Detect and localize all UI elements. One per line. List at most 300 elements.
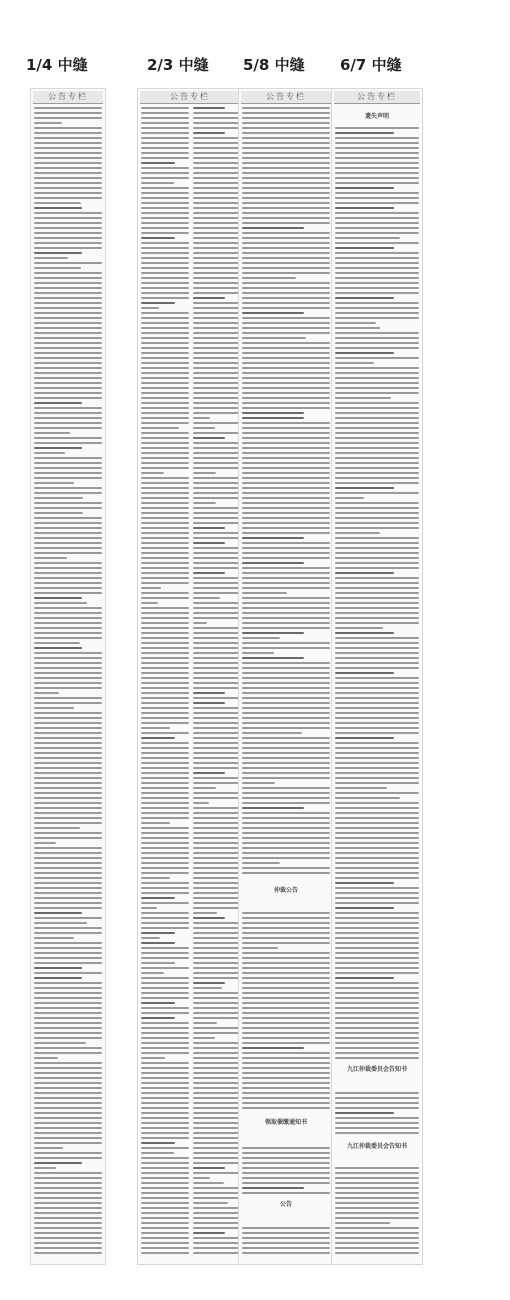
text-line [242, 912, 330, 914]
text-line [141, 652, 189, 654]
text-line [34, 332, 102, 334]
text-line [193, 1072, 239, 1074]
text-line [193, 297, 225, 299]
text-line [141, 442, 189, 444]
text-line [335, 632, 394, 634]
text-line [141, 777, 189, 779]
text-line [193, 202, 239, 204]
text-line [193, 1172, 239, 1174]
text-line [335, 582, 419, 584]
text-line [34, 802, 102, 804]
text-line [34, 772, 102, 774]
text-line [34, 717, 102, 719]
text-line [141, 392, 189, 394]
text-line [34, 922, 87, 924]
strip-header [334, 91, 420, 104]
text-line [335, 442, 419, 444]
text-line [242, 1222, 330, 1224]
text-line [242, 532, 330, 534]
text-line [335, 872, 419, 874]
text-line [242, 922, 330, 924]
text-line [34, 572, 102, 574]
text-line [335, 127, 419, 129]
text-line [335, 932, 419, 934]
text-line [34, 157, 102, 159]
text-line [242, 1012, 330, 1014]
text-line [335, 1217, 419, 1219]
text-line [141, 1222, 189, 1224]
text-line [335, 722, 419, 724]
text-line [34, 562, 102, 564]
text-line [193, 322, 239, 324]
text-line [141, 1247, 189, 1249]
text-line [34, 1007, 102, 1009]
text-line [242, 927, 330, 929]
text-line [141, 107, 189, 109]
text-line [34, 507, 102, 509]
text-line [34, 272, 102, 274]
text-line [335, 532, 380, 534]
text-line [34, 862, 102, 864]
text-line [335, 262, 419, 264]
text-line [34, 972, 102, 974]
text-line [335, 362, 374, 364]
text-line [193, 1107, 239, 1109]
text-line [193, 977, 239, 979]
text-line [34, 697, 102, 699]
text-line [242, 177, 330, 179]
column-labels [0, 54, 510, 74]
text-line [34, 132, 102, 134]
text-line [335, 197, 419, 199]
text-line [141, 117, 189, 119]
text-line [193, 712, 239, 714]
text-line [141, 382, 189, 384]
text-line [141, 1192, 189, 1194]
text-line [242, 637, 280, 639]
text-line [141, 192, 189, 194]
text-line [193, 347, 239, 349]
text-line [34, 1227, 102, 1229]
text-line [141, 477, 189, 479]
text-line [34, 932, 102, 934]
text-line [242, 1172, 330, 1174]
text-line [141, 162, 175, 164]
text-line [242, 692, 330, 694]
text-line [141, 862, 189, 864]
text-line [34, 567, 102, 569]
text-line [242, 1162, 330, 1164]
text-line [242, 1182, 330, 1184]
text-line [34, 337, 102, 339]
text-line [193, 167, 239, 169]
text-line [335, 1047, 419, 1049]
text-line [34, 227, 102, 229]
text-line [242, 182, 330, 184]
text-line [141, 547, 189, 549]
label-five-eighths-fold: 5/8 中缝 [243, 56, 305, 74]
text-line [242, 322, 330, 324]
text-line [242, 157, 330, 159]
text-line [193, 442, 239, 444]
text-line [335, 957, 419, 959]
text-line [34, 417, 102, 419]
text-line [193, 1062, 239, 1064]
text-line [141, 832, 189, 834]
text-line [242, 1192, 330, 1194]
text-line [335, 937, 419, 939]
text-line [193, 1117, 239, 1119]
text-line [34, 182, 102, 184]
text-line [141, 1167, 189, 1169]
text-line [242, 1227, 330, 1229]
text-line [242, 847, 330, 849]
text-line [34, 422, 102, 424]
text-line [141, 242, 189, 244]
text-line [141, 552, 189, 554]
text-line [193, 1137, 239, 1139]
text-line [193, 432, 239, 434]
text-line [335, 1227, 419, 1229]
text-line [335, 862, 419, 864]
text-line [242, 792, 330, 794]
text-line [34, 637, 102, 639]
text-line [34, 152, 102, 154]
text-line [335, 467, 419, 469]
text-line [34, 172, 102, 174]
text-line [141, 1162, 189, 1164]
text-line [335, 462, 419, 464]
text-line [242, 392, 330, 394]
text-line [335, 652, 419, 654]
text-line [34, 287, 102, 289]
text-line [335, 1012, 419, 1014]
text-line [193, 797, 239, 799]
text-line [141, 987, 189, 989]
text-line [335, 272, 419, 274]
text-line [193, 722, 239, 724]
text-line [335, 517, 419, 519]
text-line [141, 967, 189, 969]
text-line [335, 1187, 419, 1189]
text-line [335, 762, 419, 764]
text-line [193, 867, 239, 869]
text-line [34, 212, 102, 214]
text-line [193, 1212, 239, 1214]
text-line [193, 1087, 239, 1089]
text-line [34, 412, 102, 414]
text-line [141, 142, 189, 144]
text-line [34, 602, 87, 604]
text-line [141, 432, 189, 434]
text-line [335, 992, 419, 994]
text-line [242, 717, 330, 719]
text-line [335, 162, 419, 164]
text-line [193, 417, 210, 419]
text-line [141, 687, 189, 689]
text-line [34, 167, 102, 169]
text-line [34, 1037, 102, 1039]
text-line [242, 487, 330, 489]
text-line [34, 1192, 102, 1194]
text-line [193, 252, 239, 254]
text-line [335, 707, 419, 709]
text-line [335, 202, 419, 204]
text-line [335, 302, 419, 304]
text-line [141, 1112, 189, 1114]
text-line [335, 662, 419, 664]
text-line [141, 622, 189, 624]
text-line [141, 1007, 189, 1009]
text-line [335, 987, 419, 989]
text-line [141, 342, 189, 344]
text-line [141, 1137, 189, 1139]
text-line [141, 1237, 189, 1239]
text-line [193, 327, 239, 329]
text-line [242, 822, 330, 824]
text-line [34, 472, 102, 474]
text-line [34, 762, 102, 764]
text-line [193, 457, 239, 459]
text-line [34, 552, 102, 554]
text-line [242, 1137, 330, 1139]
text-line [335, 1252, 419, 1254]
text-line [34, 202, 81, 204]
text-line [141, 827, 189, 829]
text-line [335, 797, 400, 799]
text-line [242, 127, 330, 129]
text-line [141, 217, 189, 219]
text-line [335, 742, 419, 744]
text-line [141, 182, 174, 184]
text-line [242, 107, 330, 109]
text-line [193, 932, 239, 934]
text-line [193, 1167, 225, 1169]
text-line [335, 792, 419, 794]
text-line [34, 1077, 102, 1079]
text-line [193, 982, 225, 984]
text-line [242, 642, 330, 644]
text-line [141, 237, 175, 239]
text-line [193, 847, 239, 849]
text-line [242, 1142, 330, 1144]
text-line [34, 402, 82, 404]
text-line [335, 852, 419, 854]
text-line [193, 1042, 239, 1044]
text-line [34, 582, 102, 584]
text-line [335, 887, 419, 889]
text-line [141, 397, 189, 399]
text-line [242, 902, 330, 904]
text-line [34, 852, 102, 854]
text-line [141, 1197, 189, 1199]
text-line [335, 507, 419, 509]
text-line [335, 447, 419, 449]
text-line [242, 962, 330, 964]
text-line [193, 677, 239, 679]
text-line [141, 1042, 189, 1044]
text-line [193, 422, 239, 424]
text-line [193, 367, 239, 369]
text-line [34, 1097, 102, 1099]
text-line [193, 947, 239, 949]
text-line [141, 807, 189, 809]
text-line [193, 377, 239, 379]
text-line [335, 542, 419, 544]
text-line [34, 367, 102, 369]
text-line [141, 327, 189, 329]
text-line [242, 562, 304, 564]
text-line [193, 1157, 239, 1159]
text-line [141, 1152, 174, 1154]
text-line [193, 777, 239, 779]
text-line [335, 452, 419, 454]
text-line [193, 147, 239, 149]
text-line [34, 537, 102, 539]
text-line [34, 897, 102, 899]
text-line [335, 222, 419, 224]
text-line [242, 202, 330, 204]
text-line [335, 182, 419, 184]
text-line [242, 427, 330, 429]
text-line [34, 1102, 102, 1104]
text-line [141, 572, 189, 574]
text-line [335, 152, 419, 154]
text-line [34, 1147, 63, 1149]
text-line [242, 907, 330, 909]
text-line [335, 1207, 419, 1209]
text-line [242, 817, 330, 819]
text-line [193, 707, 239, 709]
text-line [242, 797, 330, 799]
text-line [335, 592, 419, 594]
text-line [193, 1217, 239, 1219]
text-line [34, 497, 83, 499]
text-line [141, 747, 189, 749]
text-line [193, 702, 225, 704]
text-line [34, 1187, 102, 1189]
text-line [242, 302, 330, 304]
text-line [193, 437, 225, 439]
text-line [242, 397, 330, 399]
text-line [34, 457, 102, 459]
text-line [34, 767, 102, 769]
text-line [242, 932, 330, 934]
text-line [193, 1092, 239, 1094]
text-line [34, 512, 83, 514]
text-line [34, 1107, 102, 1109]
text-line [242, 117, 330, 119]
text-line [141, 887, 189, 889]
text-line [193, 512, 239, 514]
text-line [193, 652, 239, 654]
text-line [335, 557, 419, 559]
text-line [335, 547, 419, 549]
text-line [335, 402, 419, 404]
text-line [242, 497, 330, 499]
text-line [193, 1112, 239, 1114]
text-line [335, 297, 394, 299]
text-line [34, 1212, 102, 1214]
text-line [335, 837, 419, 839]
text-line [335, 267, 419, 269]
text-line [141, 1127, 189, 1129]
text-line [34, 742, 102, 744]
strip-header [33, 91, 103, 104]
text-line [34, 1062, 102, 1064]
text-line [193, 842, 239, 844]
text-line [242, 882, 330, 884]
text-line [193, 502, 216, 504]
text-line [34, 502, 102, 504]
text-line [335, 1052, 419, 1054]
text-line [141, 822, 170, 824]
text-line [335, 702, 419, 704]
text-line [335, 242, 419, 244]
text-line [34, 317, 102, 319]
text-line [141, 412, 189, 414]
text-line [335, 512, 419, 514]
text-line [242, 832, 330, 834]
text-line [335, 317, 419, 319]
text-line [34, 237, 102, 239]
text-line [34, 187, 102, 189]
text-line [141, 1107, 189, 1109]
text-line [34, 1012, 102, 1014]
text-line [141, 297, 189, 299]
text-line [141, 1052, 189, 1054]
text-line [242, 312, 304, 314]
text-line [193, 862, 239, 864]
text-line [141, 1217, 189, 1219]
text-line [193, 1002, 239, 1004]
text-line [335, 812, 419, 814]
text-line [335, 1107, 419, 1109]
text-line [242, 587, 330, 589]
text-line [242, 677, 330, 679]
text-line [193, 162, 239, 164]
text-line [193, 592, 239, 594]
text-line [141, 802, 189, 804]
text-line [193, 277, 239, 279]
text-line [141, 562, 189, 564]
text-line [242, 602, 330, 604]
text-line [141, 557, 189, 559]
text-line [335, 322, 376, 324]
text-line [335, 122, 419, 124]
text-line [242, 387, 330, 389]
text-line [335, 942, 419, 944]
text-column-left [141, 107, 189, 1260]
text-line [193, 577, 239, 579]
text-line [34, 302, 102, 304]
text-line [335, 832, 419, 834]
text-line [141, 252, 189, 254]
text-line [242, 372, 330, 374]
text-line [242, 502, 330, 504]
text-line [34, 647, 82, 649]
notice-strip-two-thirds [137, 88, 243, 1265]
text-line [141, 537, 189, 539]
text-line [34, 1047, 102, 1049]
text-line [141, 682, 189, 684]
text-line [193, 122, 239, 124]
text-line [141, 312, 189, 314]
text-line [335, 372, 419, 374]
text-line [141, 177, 189, 179]
text-line [141, 122, 189, 124]
notice-title-deadline: 领取催缴通知书 [264, 1119, 307, 1126]
